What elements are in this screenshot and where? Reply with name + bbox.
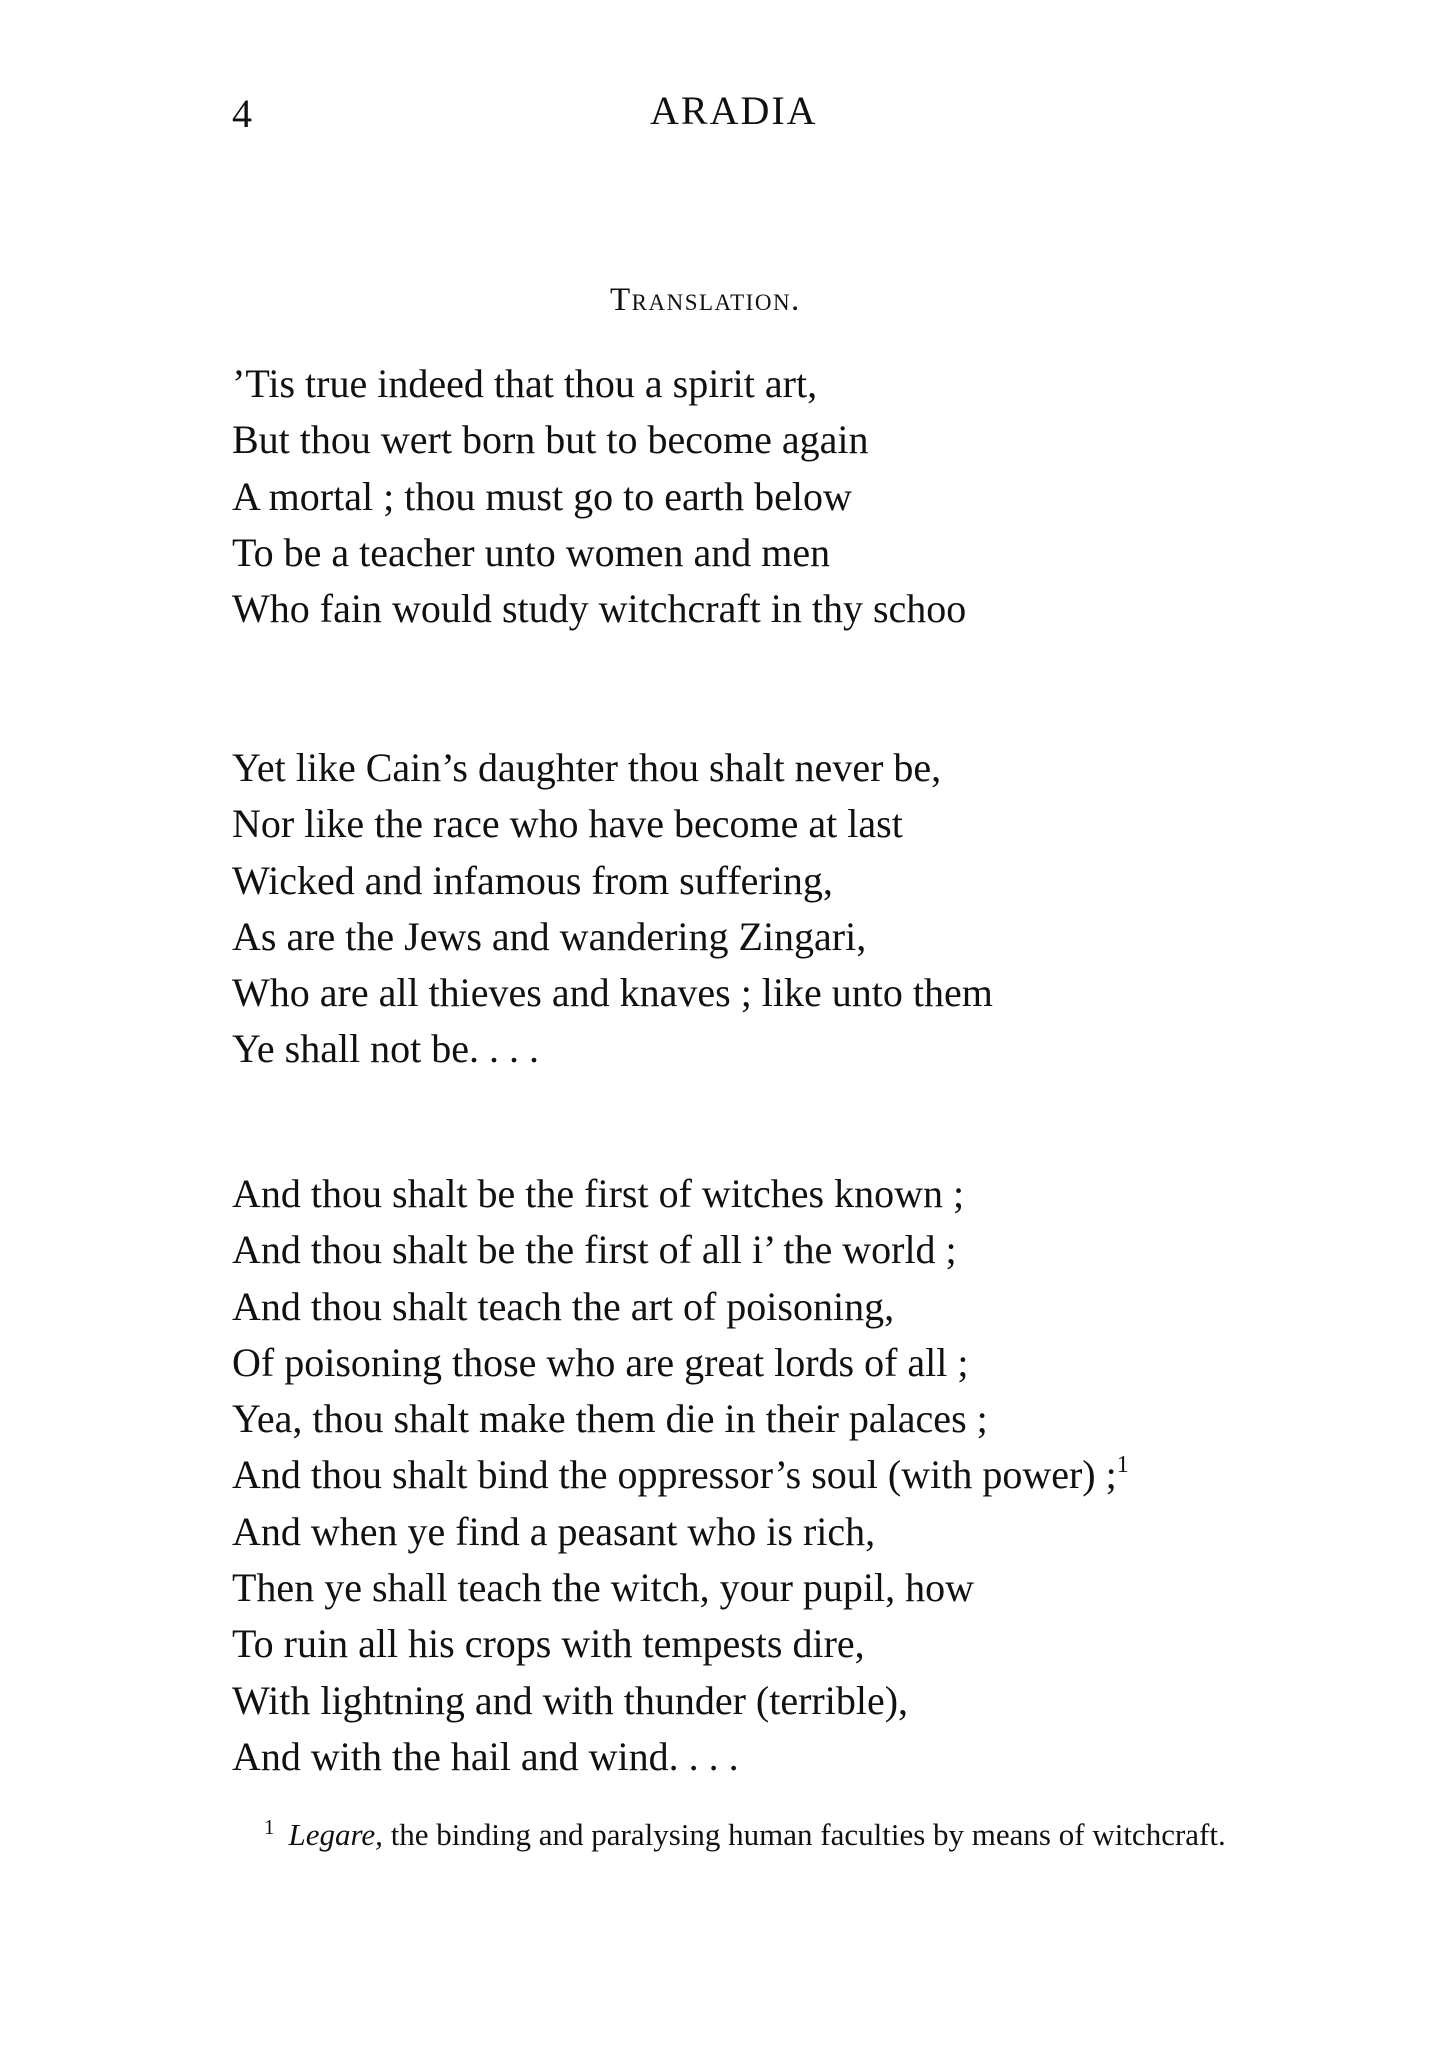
verse-line: Who fain would study witchcraft in thy schoo [232,586,967,632]
footnote-term: Legare, [288,1817,383,1852]
verse-line: ’Tis true indeed that thou a spirit art, [232,361,818,406]
verse-line: Of poisoning those who are great lords of all ; [232,1339,969,1385]
verse-line: As are the Jews and wandering Zingari, [232,913,867,959]
verse-line: And when ye find a peasant who is rich, [232,1508,876,1554]
verse-line: With lightning and with thunder (terrible), [232,1677,909,1723]
stanza [232,356,966,637]
verse-line: But thou wert born but to become again [232,417,869,463]
stanza [232,1166,1129,1785]
verse-line: Yet like Cain’s daughter thou shalt never be, [232,745,942,790]
footnote-reference[interactable]: 1 [1116,1452,1129,1479]
page-number: 4 [232,91,252,136]
verse-line: To be a teacher unto women and men [232,529,831,575]
verse-line: Who are all thieves and knaves ; like unto them [232,970,993,1016]
verse-line: Ye shall not be. . . . [232,1026,540,1072]
footnote [228,1813,1234,1857]
verse-line: A mortal ; thou must go to earth below [232,473,852,519]
footnote-text: the binding and paralysing human faculties by means of witchcraft. [382,1817,1226,1852]
verse-line: And with the hail and wind. . . . [232,1733,739,1779]
verse-line: Wicked and infamous from suffering, [232,857,833,903]
verse-line: Then ye shall teach the witch, your pupil, how [232,1565,975,1611]
verse-line: Nor like the race who have become at last [232,801,903,847]
stanza [232,740,993,1078]
running-title: ARADIA [650,88,818,133]
verse-line-text: And thou shalt bind the oppressor’s soul (with power) ; [232,1452,1117,1498]
verse-line: And thou shalt be the first of witches known ; [232,1171,965,1216]
verse-line: To ruin all his crops with tempests dire, [232,1621,865,1667]
verse-line: And thou shalt teach the art of poisoning, [232,1283,895,1329]
verse-line: Yea, thou shalt make them die in their palaces ; [232,1396,988,1442]
verse-line: And thou shalt be the first of all i’ the world ; [232,1227,957,1273]
footnote-mark: 1 [264,1815,275,1839]
verse-line-with-footnote [232,1447,1129,1503]
section-heading: Translation. [610,282,801,318]
